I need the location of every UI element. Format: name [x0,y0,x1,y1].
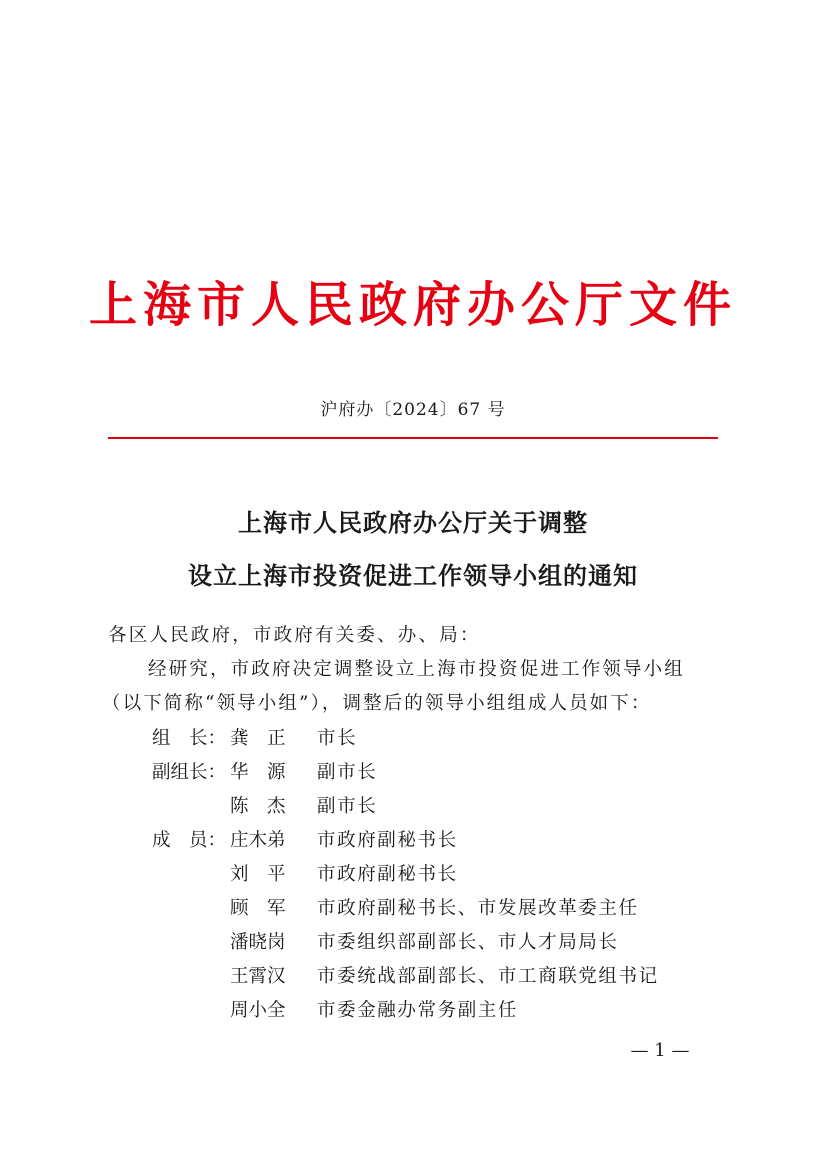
member-name: 顾 军 [230,898,286,919]
member-name: 刘 平 [230,864,286,885]
member-role: 组 长： [152,728,227,749]
member-name: 王霄汉 [230,966,286,987]
member-post: 市政府副秘书长 [317,830,458,851]
member-name: 庄木弟 [230,830,286,851]
issuer-header: 上海市人民政府办公厅文件 [88,277,737,333]
member-name: 陈 杰 [230,796,286,817]
body-paragraph-line-1: 经研究，市政府决定调整设立上海市投资促进工作领导小组 [148,659,685,680]
red-divider-line [108,437,718,439]
member-post: 市委组织部副部长、市人才局局长 [317,932,619,953]
member-name: 华 源 [230,762,286,783]
member-post: 市政府副秘书长、市发展改革委主任 [317,898,639,919]
member-post: 市长 [317,728,358,749]
document-title-line-2: 设立上海市投资促进工作领导小组的通知 [188,562,638,590]
member-post: 市委金融办常务副主任 [317,1000,519,1021]
member-post: 市委统战部副部长、市工商联党组书记 [317,966,659,987]
body-paragraph-line-2: （以下简称“领导小组”），调整后的领导小组组成人员如下： [102,693,652,714]
member-name: 龚 正 [230,728,286,749]
member-post: 市政府副秘书长 [317,864,458,885]
member-post: 副市长 [317,762,378,783]
member-post: 副市长 [317,796,378,817]
member-name: 周小全 [230,1000,286,1021]
member-role: 成 员： [152,830,227,851]
salutation: 各区人民政府，市政府有关委、办、局： [108,625,481,646]
document-title-line-1: 上海市人民政府办公厅关于调整 [238,509,588,537]
member-role: 副组长： [152,762,227,783]
page-number: — 1 — [630,1040,690,1061]
member-name: 潘晓岗 [230,932,286,953]
document-number: 沪府办〔2024〕67 号 [320,400,506,420]
